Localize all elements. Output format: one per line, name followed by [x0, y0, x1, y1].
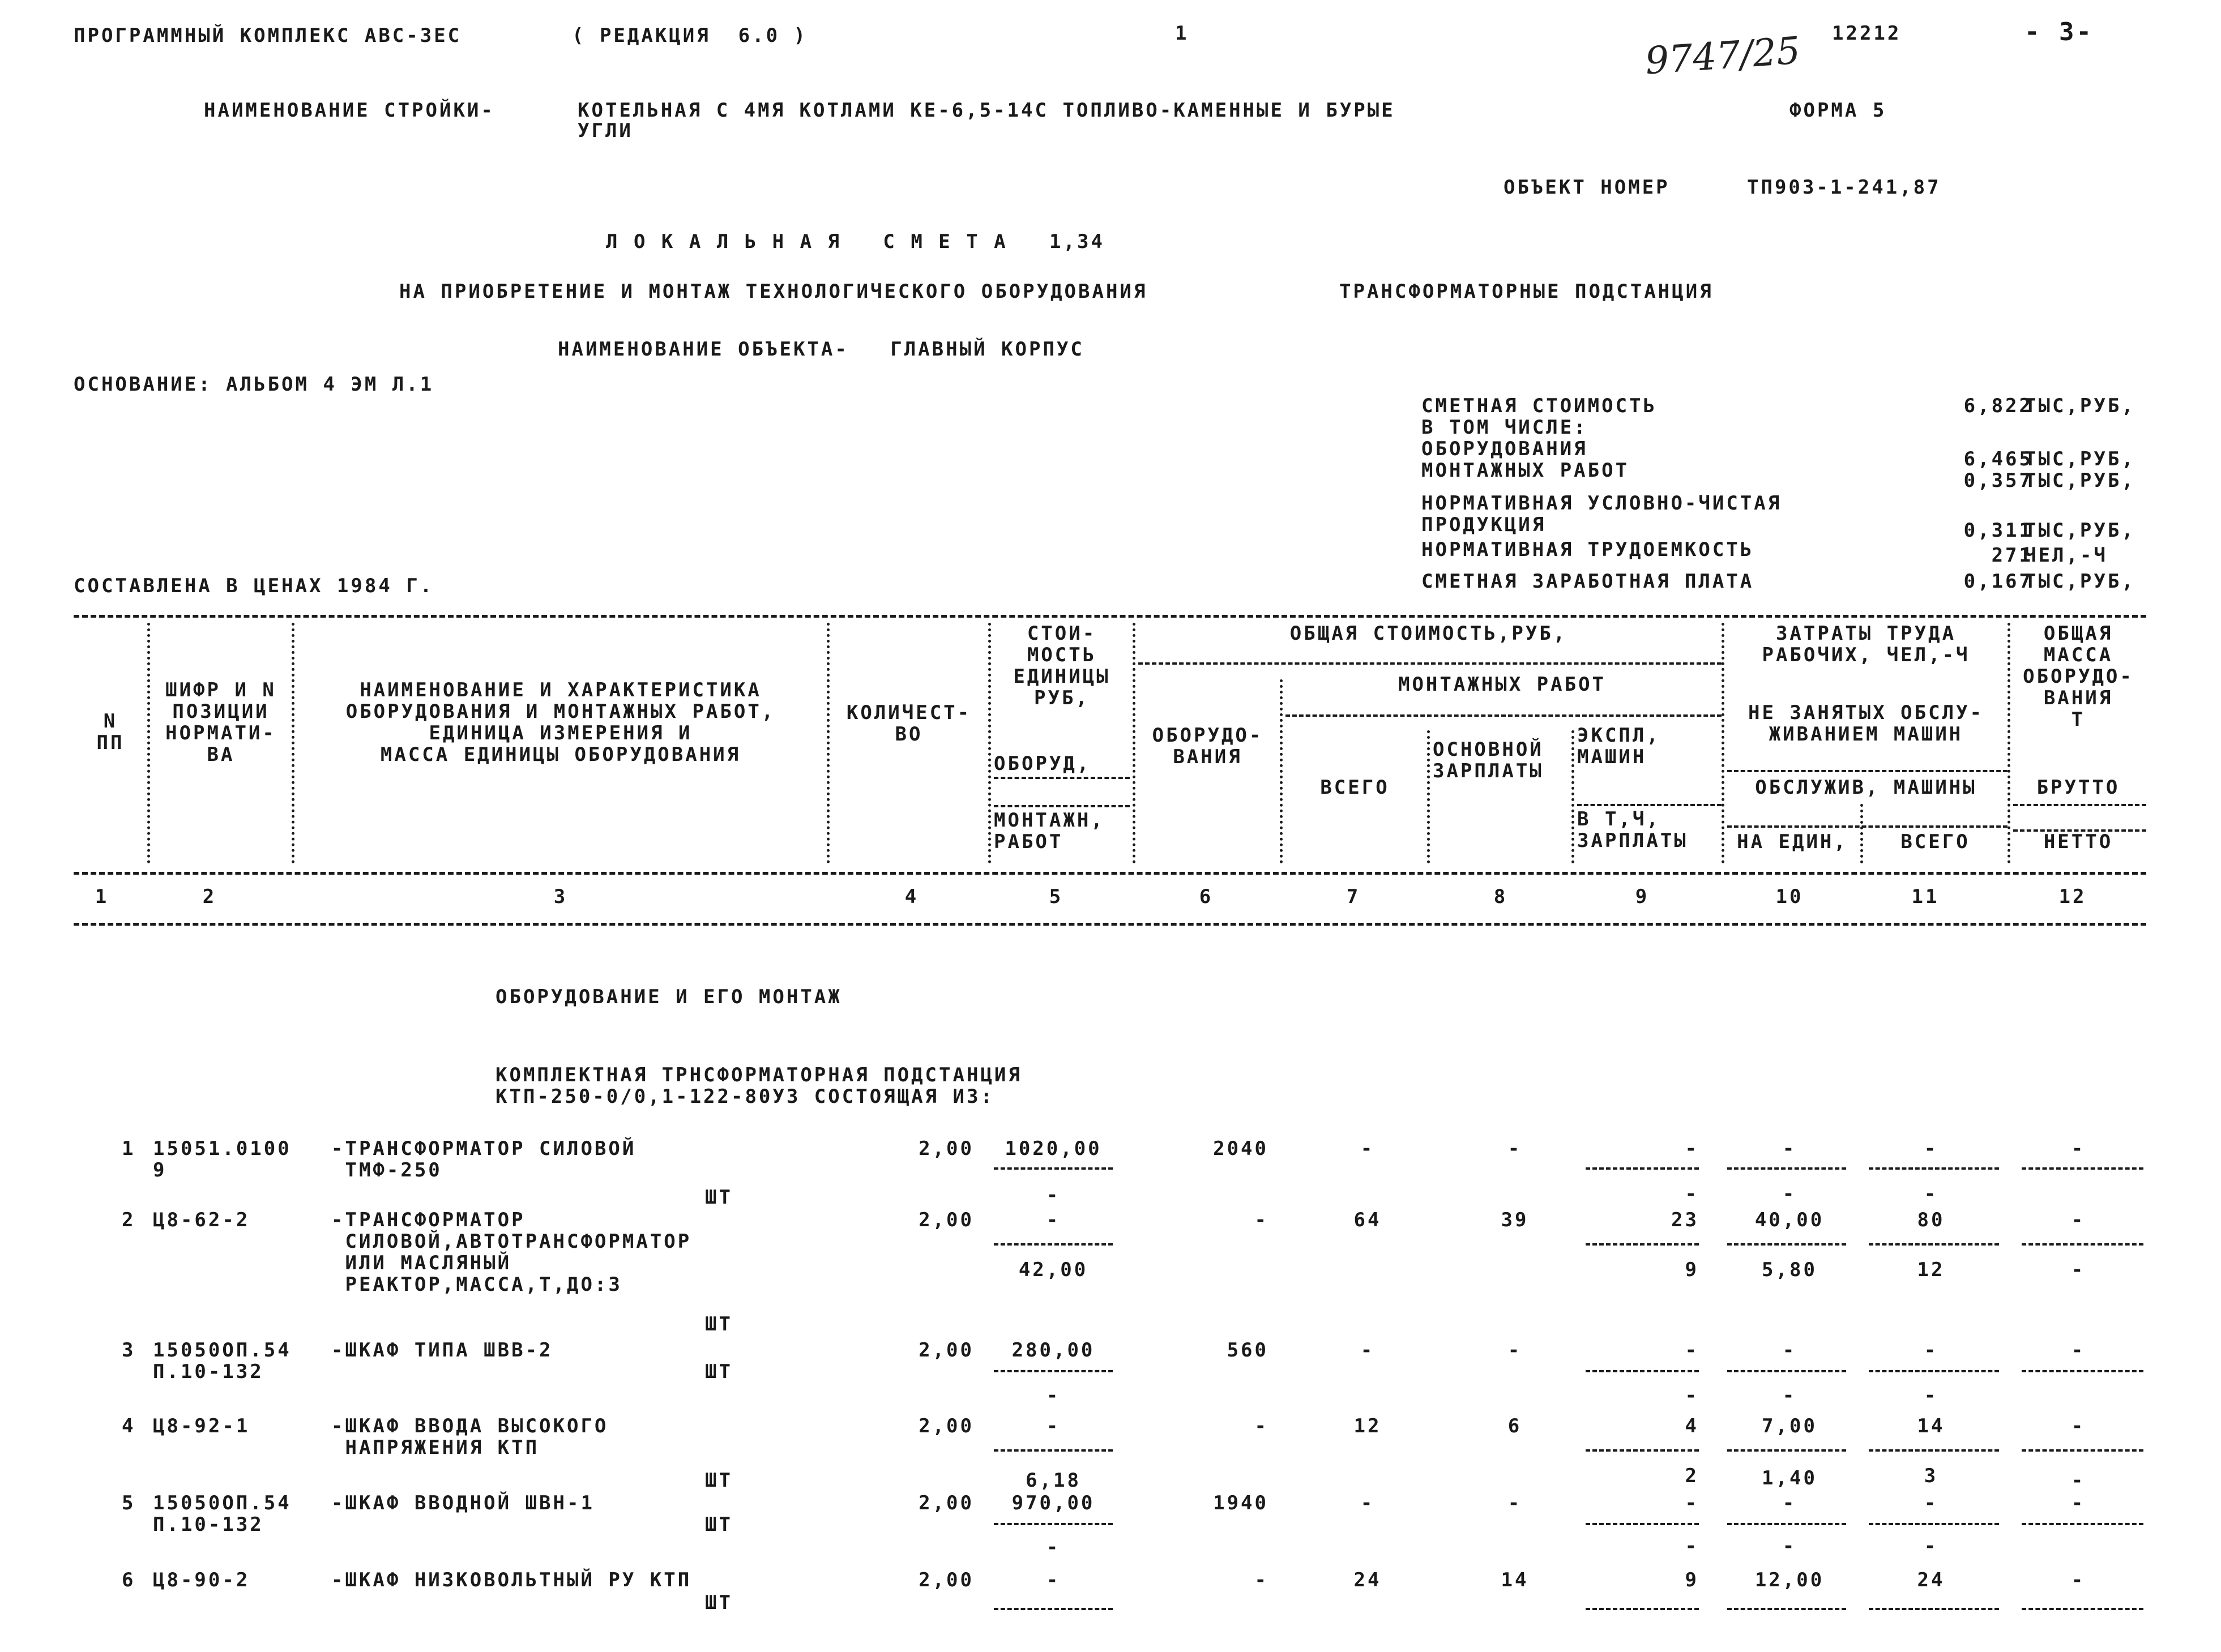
header-bottom-rule: [74, 872, 2146, 875]
cell-underline: [1727, 1167, 1846, 1170]
row-c9: -: [1685, 1137, 1699, 1160]
header-total: ОБЩАЯ СТОИМОСТЬ,РУБ,: [1289, 622, 1567, 645]
row-c6: -: [1254, 1209, 1268, 1231]
row-c5b: 42,00: [1018, 1259, 1088, 1281]
row-name: -ШКАФ НИЗКОВОЛЬТНЫЙ РУ КТП: [331, 1569, 692, 1591]
row-c10b: 5,80: [1762, 1259, 1817, 1281]
row-name: -ШКАФ ВВОДНОЙ ШВН-1: [331, 1492, 595, 1514]
col-separator: [1427, 730, 1430, 863]
cell-underline: [1869, 1243, 1999, 1246]
row-c10b: -: [1782, 1384, 1797, 1407]
cell-underline: [2022, 1523, 2143, 1525]
row-code: Ц8-92-1: [153, 1415, 250, 1437]
row-c11b: -: [1924, 1183, 1938, 1205]
colnum-bottom-rule: [74, 923, 2146, 926]
row-c9: 9: [1685, 1569, 1699, 1591]
row-qty: 2,00: [919, 1339, 974, 1362]
row-c8: -: [1507, 1339, 1522, 1362]
row-c10: 40,00: [1754, 1209, 1825, 1231]
cell-underline: [2022, 1449, 2143, 1452]
cell-underline: [994, 1449, 1113, 1452]
row-c9b: -: [1685, 1183, 1699, 1205]
cell-underline: [1586, 1167, 1699, 1170]
row-unit: ШТ: [705, 1591, 733, 1614]
col-separator: [1280, 679, 1283, 863]
row-c10b: -: [1782, 1535, 1797, 1557]
cell-underline: [1869, 1449, 1999, 1452]
row-c8: 6: [1507, 1415, 1522, 1437]
header-c12-mid: БРУТТО: [2036, 776, 2120, 799]
summary-unit: ТЫС,РУБ,: [2024, 469, 2135, 492]
cell-underline: [1869, 1523, 1999, 1525]
labor-rule-2: [1727, 825, 2008, 828]
edition: ( РЕДАКЦИЯ 6.0 ): [572, 24, 808, 47]
cell-underline: [994, 1608, 1113, 1610]
unitcost-rule-2: [994, 805, 1130, 807]
row-c12: -: [2071, 1569, 2086, 1591]
summary-label: ПРОДУКЦИЯ: [1421, 513, 1547, 536]
cell-underline: [994, 1167, 1113, 1170]
colnum: 2: [202, 885, 217, 908]
summary-label: НОРМАТИВНАЯ ТРУДОЕМКОСТЬ: [1421, 538, 1754, 561]
colnum: 6: [1199, 885, 1214, 908]
row-c7: 12: [1353, 1415, 1382, 1437]
summary-unit: ТЫС,РУБ,: [2024, 570, 2135, 593]
row-name: -ТРАНСФОРМАТОР СИЛОВОЙ,АВТОТРАНСФОРМАТОР ИЛИ МАСЛЯНЫЙ РЕАКТОР,МАССА,Т,ДО:3: [331, 1209, 692, 1296]
row-c11: 80: [1917, 1209, 1945, 1231]
colnum: 11: [1911, 885, 1940, 908]
row-c10b: 1,40: [1762, 1467, 1817, 1490]
row-number: 1: [122, 1137, 136, 1160]
form-label: ФОРМА 5: [1789, 99, 1887, 122]
object-number-value: ТП903-1-241,87: [1747, 176, 1941, 199]
install-rule: [1285, 714, 1722, 717]
construction-label: НАИМЕНОВАНИЕ СТРОЙКИ-: [204, 99, 495, 122]
row-c10: 12,00: [1754, 1569, 1825, 1591]
row-c12: -: [2071, 1137, 2086, 1160]
cell-underline: [1586, 1608, 1699, 1610]
header-c9-bot: В Т,Ч, ЗАРПЛАТЫ: [1577, 808, 1688, 852]
object-name: НАИМЕНОВАНИЕ ОБЪЕКТА- ГЛАВНЫЙ КОРПУС: [558, 338, 1084, 361]
header-top-rule: [74, 615, 2146, 618]
summary-unit: ТЫС,РУБ,: [2024, 519, 2135, 542]
row-qty: 2,00: [919, 1209, 974, 1231]
row-c11: -: [1924, 1137, 1938, 1160]
code: 12212: [1832, 22, 1902, 45]
cell-underline: [2022, 1243, 2143, 1246]
header-labor-mid: ОБСЛУЖИВ, МАШИНЫ: [1755, 776, 1977, 799]
row-unit: ШТ: [705, 1513, 733, 1536]
row-c11: 24: [1917, 1569, 1945, 1591]
page-number: - 3-: [2024, 18, 2094, 46]
row-c7: 24: [1353, 1569, 1382, 1591]
row-c5b: -: [1046, 1384, 1061, 1407]
row-number: 3: [122, 1339, 136, 1362]
cell-underline: [994, 1243, 1113, 1246]
cell-underline: [1586, 1449, 1699, 1452]
row-c10b: -: [1782, 1183, 1797, 1205]
mass-rule: [2013, 804, 2146, 806]
cell-underline: [1586, 1243, 1699, 1246]
row-c11: 14: [1917, 1415, 1945, 1437]
summary-label: СМЕТНАЯ СТОИМОСТЬ: [1421, 395, 1657, 417]
cell-underline: [1586, 1523, 1699, 1525]
row-c12: -: [2071, 1209, 2086, 1231]
header-c5-mid: ОБОРУД,: [994, 752, 1091, 775]
row-code: Ц8-62-2: [153, 1209, 250, 1231]
row-unit: ШТ: [705, 1360, 733, 1383]
colnum: 7: [1346, 885, 1361, 908]
row-code: 15051.0100 9: [153, 1137, 292, 1182]
row-c8: 14: [1501, 1569, 1529, 1591]
header-c9-top: ЭКСПЛ, МАШИН: [1577, 724, 1660, 768]
row-code: 15050ОП.54 П.10-132: [153, 1339, 292, 1383]
summary-label: НОРМАТИВНАЯ УСЛОВНО-ЧИСТАЯ: [1421, 492, 1782, 515]
row-c9b: 9: [1685, 1259, 1699, 1281]
header-install: МОНТАЖНЫХ РАБОТ: [1398, 673, 1607, 696]
row-c9b: -: [1685, 1384, 1699, 1407]
row-c7: -: [1360, 1339, 1375, 1362]
cell-underline: [1727, 1523, 1846, 1525]
header-c11: ВСЕГО: [1900, 831, 1970, 853]
header-c5-top: СТОИ- МОСТЬ ЕДИНИЦЫ РУБ,: [1013, 622, 1110, 709]
row-c9: 23: [1671, 1209, 1699, 1231]
header-c5-bot: МОНТАЖН, РАБОТ: [994, 809, 1105, 853]
header-c7: ВСЕГО: [1320, 776, 1390, 799]
cell-underline: [1727, 1608, 1846, 1610]
row-c9: -: [1685, 1492, 1699, 1514]
row-unit: ШТ: [705, 1186, 733, 1209]
row-unit: ШТ: [705, 1313, 733, 1336]
row-qty: 2,00: [919, 1492, 974, 1514]
cell-underline: [1727, 1370, 1846, 1372]
header-labor: ЗАТРАТЫ ТРУДА РАБОЧИХ, ЧЕЛ,-Ч: [1762, 622, 1970, 666]
row-c8: -: [1507, 1492, 1522, 1514]
summary-label: МОНТАЖНЫХ РАБОТ: [1421, 459, 1630, 482]
summary-unit: ТЫС,РУБ,: [2024, 395, 2135, 417]
construction-name-line2: УГЛИ: [578, 119, 633, 142]
row-code: Ц8-90-2: [153, 1569, 250, 1591]
row-c7: -: [1360, 1137, 1375, 1160]
row-c10: -: [1782, 1339, 1797, 1362]
total-rule: [1138, 662, 1722, 665]
row-c6: 1940: [1213, 1492, 1268, 1514]
summary-label: ОБОРУДОВАНИЯ: [1421, 438, 1588, 460]
labor-rule: [1727, 770, 2008, 772]
row-c12b: -: [2071, 1469, 2086, 1492]
summary-unit: ЧЕЛ,-Ч: [2024, 544, 2108, 567]
cell-underline: [1869, 1370, 1999, 1372]
column-number: 1: [1175, 22, 1189, 45]
summary-value: 0,311: [1963, 519, 2033, 542]
row-c6: -: [1254, 1569, 1268, 1591]
row-name: -ШКАФ ВВОДА ВЫСОКОГО НАПРЯЖЕНИЯ КТП: [331, 1415, 609, 1459]
object-number-label: ОБЪЕКТ НОМЕР: [1504, 176, 1670, 199]
row-c5b: 6,18: [1026, 1469, 1081, 1492]
row-number: 4: [122, 1415, 136, 1437]
row-c5b: -: [1046, 1184, 1061, 1206]
estimate-title: Л О К А Л Ь Н А Я С М Е Т А 1,34: [606, 230, 1105, 253]
header-c10: НА ЕДИН,: [1737, 831, 1848, 853]
row-c5: 280,00: [1011, 1339, 1095, 1362]
summary-label: В ТОМ ЧИСЛЕ:: [1421, 416, 1588, 439]
row-c5: 970,00: [1011, 1492, 1095, 1514]
colnum: 9: [1635, 885, 1650, 908]
cell-underline: [2022, 1608, 2143, 1610]
header-c2: ШИФР И N ПОЗИЦИИ НОРМАТИ- ВА: [165, 679, 276, 766]
colnum: 8: [1493, 885, 1508, 908]
row-c12: -: [2071, 1339, 2086, 1362]
row-c12: -: [2071, 1415, 2086, 1437]
row-c6: -: [1254, 1415, 1268, 1437]
row-c5: -: [1046, 1209, 1061, 1231]
cell-underline: [1727, 1449, 1846, 1452]
row-c5: -: [1046, 1415, 1061, 1437]
row-c10: -: [1782, 1492, 1797, 1514]
row-unit: ШТ: [705, 1469, 733, 1492]
header-c6: ОБОРУДО- ВАНИЯ: [1152, 724, 1263, 768]
estimate-subtitle: НА ПРИОБРЕТЕНИЕ И МОНТАЖ ТЕХНОЛОГИЧЕСКОГО ОБОРУДОВАНИЯ: [399, 280, 1148, 303]
row-number: 6: [122, 1569, 136, 1591]
cell-underline: [1869, 1608, 1999, 1610]
col-separator: [1571, 730, 1574, 863]
cell-underline: [2022, 1167, 2143, 1170]
colnum: 1: [95, 885, 109, 908]
summary-value: 0,167: [1963, 570, 2033, 593]
row-c8: -: [1507, 1137, 1522, 1160]
row-c5: -: [1046, 1569, 1061, 1591]
cell-underline: [994, 1370, 1113, 1372]
row-number: 5: [122, 1492, 136, 1514]
group-title: КОМПЛЕКТНАЯ ТРНСФОРМАТОРНАЯ ПОДСТАНЦИЯ КТП-250-0/0,1-122-80УЗ СОСТОЯЩАЯ ИЗ:: [496, 1064, 1022, 1108]
summary-label: СМЕТНАЯ ЗАРАБОТНАЯ ПЛАТА: [1421, 570, 1754, 593]
summary-unit: ТЫС,РУБ,: [2024, 448, 2135, 470]
mach-rule: [1577, 804, 1722, 806]
basis: ОСНОВАНИЕ: АЛЬБОМ 4 ЭМ Л.1: [74, 373, 434, 396]
row-c11b: 3: [1924, 1465, 1938, 1487]
row-c5: 1020,00: [1005, 1137, 1102, 1160]
colnum: 5: [1049, 885, 1063, 908]
row-c9: 4: [1685, 1415, 1699, 1437]
unitcost-rule: [994, 777, 1130, 779]
row-c7: 64: [1353, 1209, 1382, 1231]
row-c11: -: [1924, 1339, 1938, 1362]
row-c6: 560: [1227, 1339, 1268, 1362]
cell-underline: [994, 1523, 1113, 1525]
cell-underline: [1869, 1167, 1999, 1170]
row-name: -ШКАФ ТИПА ШВВ-2: [331, 1339, 553, 1362]
row-c12: -: [2071, 1492, 2086, 1514]
header-c12-top: ОБЩАЯ МАССА ОБОРУДО- ВАНИЯ Т: [2023, 622, 2134, 731]
row-c10: -: [1782, 1137, 1797, 1160]
summary-value: 271: [1991, 544, 2033, 567]
colnum: 10: [1775, 885, 1804, 908]
cell-underline: [1586, 1370, 1699, 1372]
row-c7: -: [1360, 1492, 1375, 1514]
row-c9: -: [1685, 1339, 1699, 1362]
summary-value: 6,465: [1963, 448, 2033, 470]
row-c11b: -: [1924, 1384, 1938, 1407]
row-name: -ТРАНСФОРМАТОР СИЛОВОЙ ТМФ-250: [331, 1137, 637, 1182]
construction-name-line1: КОТЕЛЬНАЯ С 4МЯ КОТЛАМИ КЕ-6,5-14С ТОПЛИВО-КАМЕННЫЕ И БУРЫЕ: [578, 99, 1395, 122]
section-title: ОБОРУДОВАНИЕ И ЕГО МОНТАЖ: [496, 986, 842, 1008]
row-c9b: -: [1685, 1535, 1699, 1557]
header-c12-bot: НЕТТО: [2043, 831, 2113, 853]
summary-value: 6,822: [1963, 395, 2033, 417]
row-qty: 2,00: [919, 1137, 974, 1160]
header-labor-top: НЕ ЗАНЯТЫХ ОБСЛУ- ЖИВАНИЕМ МАШИН: [1748, 701, 1984, 746]
row-c10: 7,00: [1762, 1415, 1817, 1437]
header-c4: КОЛИЧЕСТ- ВО: [846, 701, 972, 746]
handwritten-number: 9747/25: [1643, 28, 1802, 83]
compiled-prices: СОСТАВЛЕНА В ЦЕНАХ 1984 Г.: [74, 575, 434, 597]
header-c8: ОСНОВНОЙ ЗАРПЛАТЫ: [1433, 738, 1544, 782]
header-c3: НАИМЕНОВАНИЕ И ХАРАКТЕРИСТИКА ОБОРУДОВАНИЯ И МОНТАЖНЫХ РАБОТ, ЕДИНИЦА ИЗМЕРЕНИЯ И МАССА ЕДИНИЦЫ ОБОРУДОВАНИЯ: [345, 679, 776, 766]
row-code: 15050ОП.54 П.10-132: [153, 1492, 292, 1536]
header-c1: N ПП: [96, 710, 125, 754]
row-c9b: 2: [1685, 1465, 1699, 1487]
cell-underline: [2022, 1370, 2143, 1372]
colnum: 12: [2058, 885, 2087, 908]
cell-underline: [1727, 1243, 1846, 1246]
row-c11b: 12: [1917, 1259, 1945, 1281]
row-number: 2: [122, 1209, 136, 1231]
row-c6: 2040: [1213, 1137, 1268, 1160]
colnum: 3: [553, 885, 568, 908]
estimate-subtitle-2: ТРАНСФОРМАТОРНЫЕ ПОДСТАНЦИЯ: [1339, 280, 1714, 303]
row-qty: 2,00: [919, 1415, 974, 1437]
row-c11b: -: [1924, 1535, 1938, 1557]
summary-value: 0,357: [1963, 469, 2033, 492]
row-qty: 2,00: [919, 1569, 974, 1591]
program-name: ПРОГРАММНЫЙ КОМПЛЕКС АВС-ЗЕС: [74, 24, 462, 47]
row-c12b: -: [2071, 1259, 2086, 1281]
colnum: 4: [904, 885, 919, 908]
row-c5b: -: [1046, 1536, 1061, 1559]
row-c11: -: [1924, 1492, 1938, 1514]
row-c8: 39: [1501, 1209, 1529, 1231]
